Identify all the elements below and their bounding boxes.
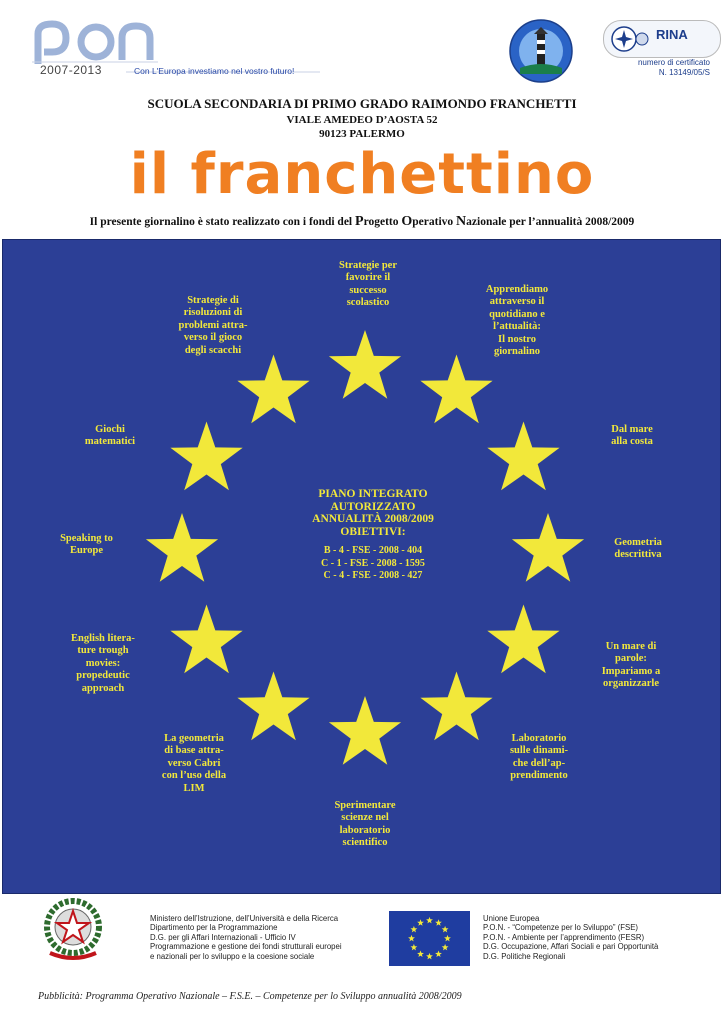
lighthouse-seal-icon — [508, 18, 574, 84]
star-icon — [146, 513, 218, 582]
school-city: 90123 PALERMO — [319, 128, 405, 140]
certificate-number: numero di certificato N. 13149/05/S — [637, 58, 710, 77]
star-icon — [329, 330, 401, 399]
eu-flag-icon — [389, 911, 470, 966]
masthead-title: il franchettino — [129, 142, 595, 207]
objective-label: English litera- ture trough movies: propedeutic approach — [71, 633, 135, 694]
star-icon — [170, 605, 242, 674]
pon-years: 2007-2013 — [40, 63, 102, 77]
eu-programmes-text: Unione Europea P.O.N. - “Competenze per lo Sviluppo” (FSE) P.O.N. - Ambiente per l’apprendimento (FESR) D.G. Occupazione, Affari Sociali e pari Opportunità D.G. Politiche Regionali — [483, 914, 659, 961]
star-icon — [420, 672, 492, 741]
objective-label: Sperimentare scienze nel laboratorio scientifico — [334, 800, 396, 849]
star-icon — [487, 422, 559, 491]
rina-cert-icon — [603, 20, 721, 58]
objective-label: Un mare di parole: Impariamo a organizzarle — [601, 641, 661, 690]
star-icon — [329, 696, 401, 765]
objective-label: Strategie per favorire il successo scolastico — [338, 260, 398, 309]
star-icon — [487, 605, 559, 674]
star-icon — [512, 513, 584, 582]
ministry-text: Ministero dell’Istruzione, dell’Università e della Ricerca Dipartimento per la Programmazione D.G. per gli Affari Internazionali - Ufficio IV Programmazione e gestione dei fondi strutturali europei e nazionali per lo sviluppo e la coesione sociale — [150, 914, 342, 961]
italian-republic-emblem-icon — [42, 895, 104, 965]
rina-brand: RINA — [656, 27, 688, 42]
center-block — [261, 488, 485, 583]
objective-label: Apprendiamo attraverso il quotidiano e l’attualità: Il nostro giornalino — [485, 284, 549, 358]
school-name: SCUOLA SECONDARIA DI PRIMO GRADO RAIMONDO FRANCHETTI — [147, 96, 577, 111]
funding-statement: Il presente giornalino è stato realizzato con i fondi del Progetto Operativo Nazionale per l’annualità 2008/2009 — [89, 214, 635, 229]
objective-label: Geometria descrittiva — [614, 537, 662, 561]
objective-label: Speaking to Europe — [60, 533, 113, 557]
pon-slogan: Con L'Europa investiamo nel vostro futuro! — [134, 66, 295, 76]
objective-codes: B - 4 - FSE - 2008 - 404 C - 1 - FSE - 2008 - 1595 C - 4 - FSE - 2008 - 427 — [321, 545, 425, 581]
pubblicita-note: Pubblicità: Programma Operativo Nazionale – F.S.E. – Competenze per lo Sviluppo annualità 2008/2009 — [38, 991, 462, 1002]
star-icon — [420, 355, 492, 424]
school-address: VIALE AMEDEO D’AOSTA 52 — [286, 114, 438, 126]
objectives-panel — [2, 239, 721, 894]
star-icon — [170, 422, 242, 491]
star-icon — [237, 672, 309, 741]
star-icon — [237, 355, 309, 424]
center-title: PIANO INTEGRATO AUTORIZZATO ANNUALITÀ 2008/2009 OBIETTIVI: — [312, 488, 434, 538]
objective-label: La geometria di base attra- verso Cabri con l’uso della LIM — [161, 733, 227, 794]
objective-label: Giochi matematici — [84, 424, 136, 448]
objective-label: Laboratorio sulle dinami- che dell’ap- prendimento — [509, 733, 569, 782]
objective-label: Strategie di risoluzioni di problemi attra- verso il gioco degli scacchi — [178, 295, 248, 356]
objective-label: Dal mare alla costa — [611, 424, 653, 448]
